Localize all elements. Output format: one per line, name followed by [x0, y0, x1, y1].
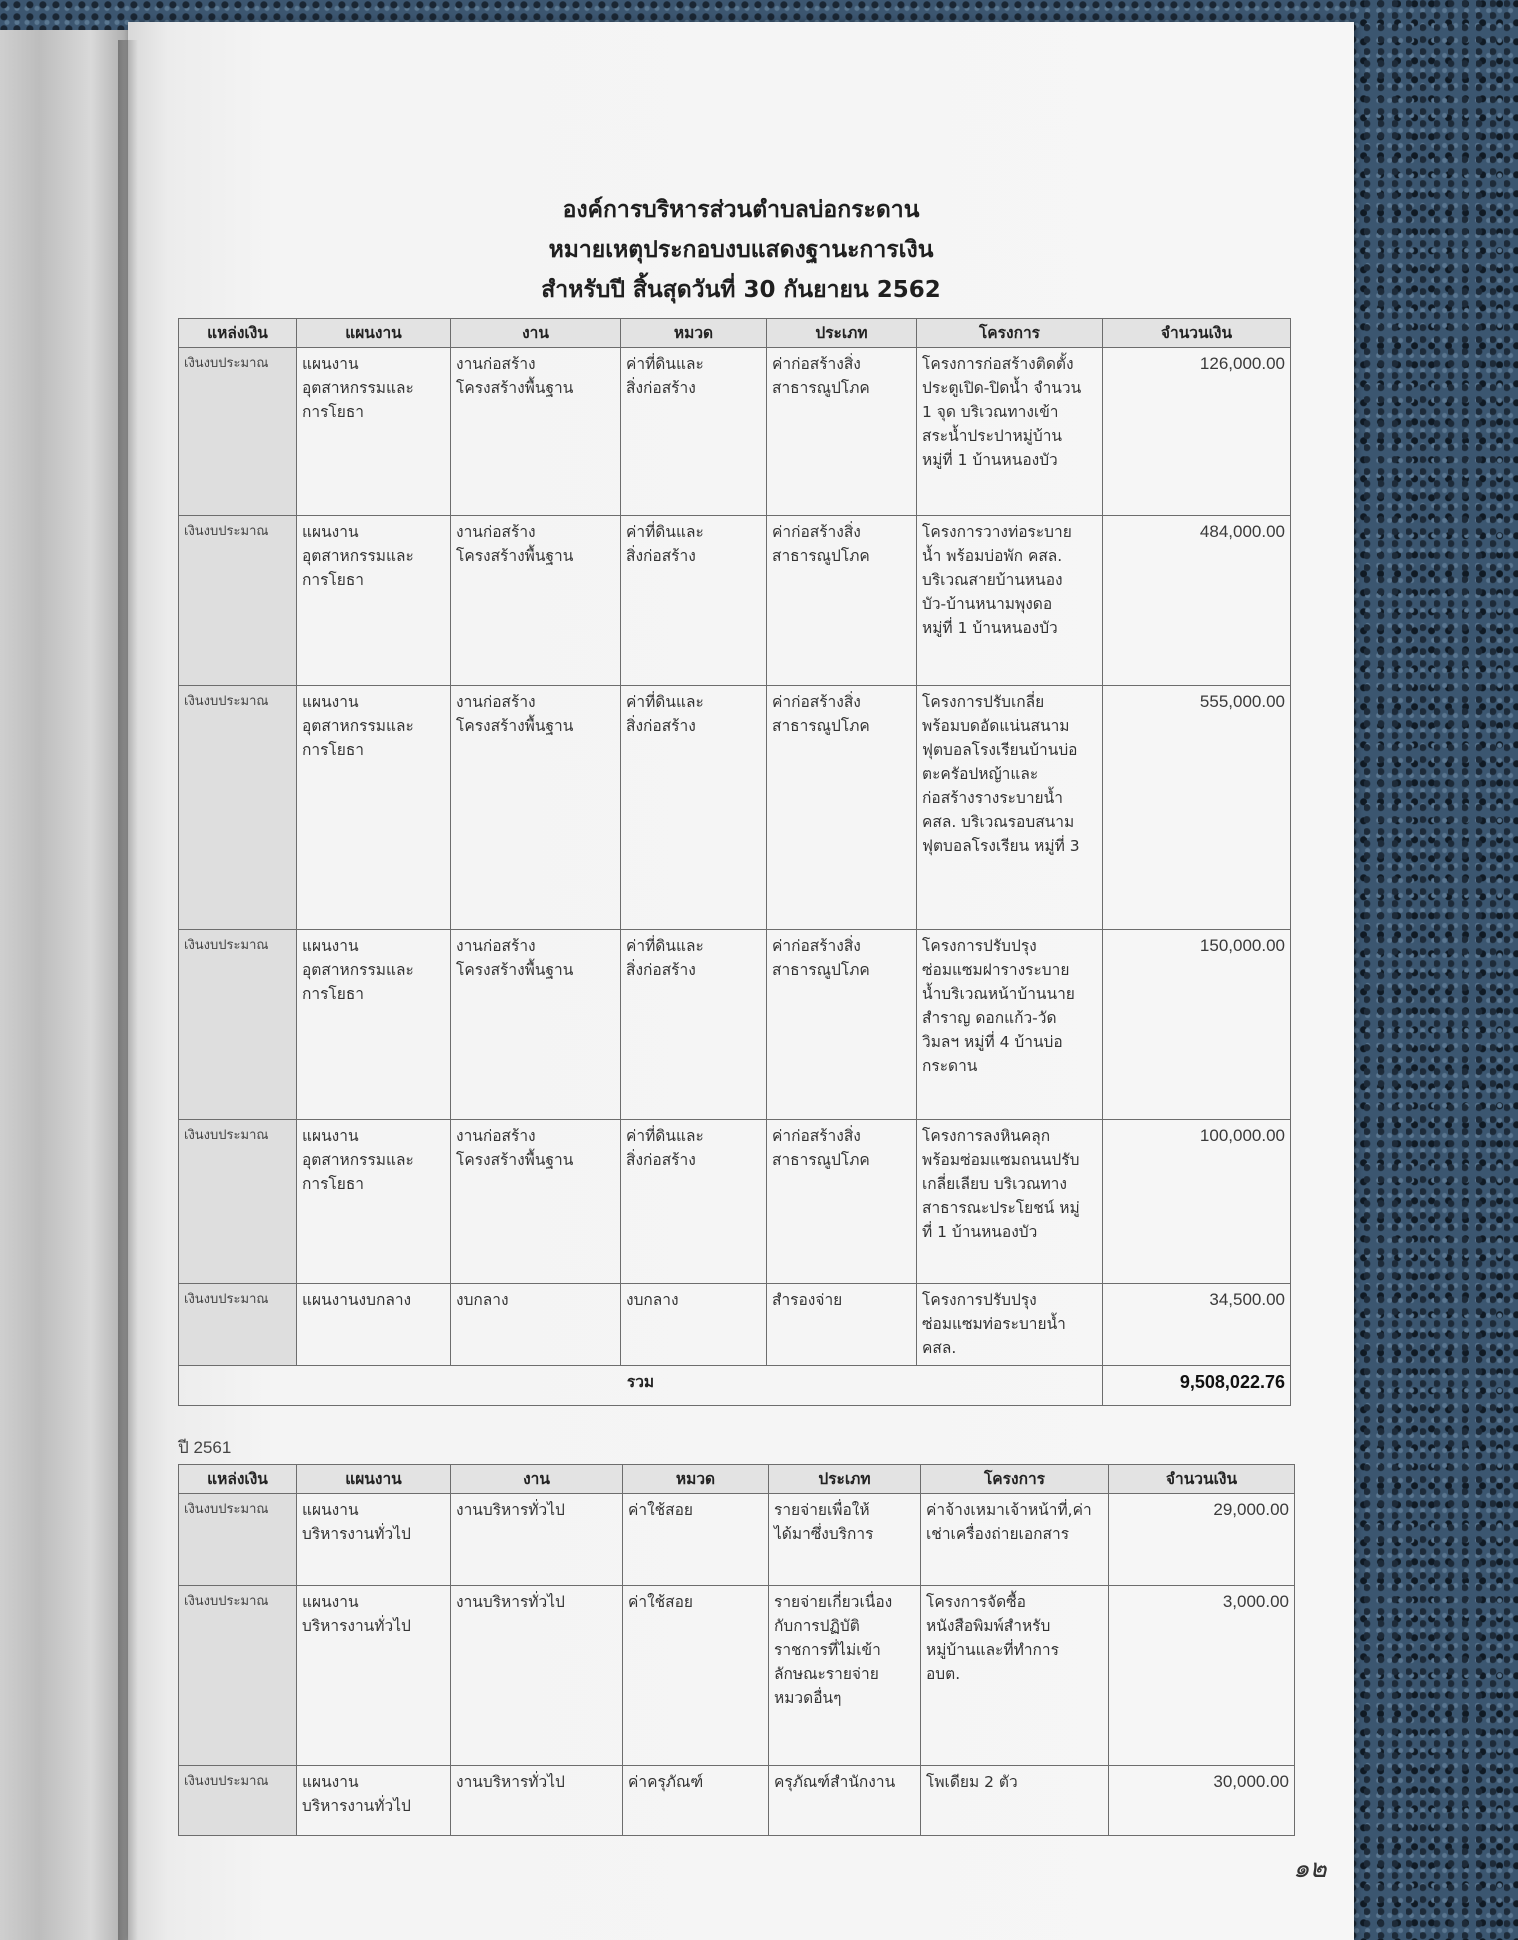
cell-type: ค่าก่อสร้างสิ่ง สาธารณูปโภค — [767, 348, 917, 516]
header-category: หมวด — [623, 1465, 769, 1494]
cell-amount: 126,000.00 — [1103, 348, 1291, 516]
cell-project: โครงการจัดซื้อ หนังสือพิมพ์สำหรับ หมู่บ้านและที่ทำการ อบต. — [921, 1586, 1109, 1766]
header-source: แหล่งเงิน — [179, 319, 297, 348]
cell-source: เงินงบประมาณ — [179, 686, 297, 930]
cell-source: เงินงบประมาณ — [179, 348, 297, 516]
cell-type: รายจ่ายเพื่อให้ ได้มาซึ่งบริการ — [769, 1494, 921, 1586]
cell-work: งบกลาง — [451, 1284, 621, 1366]
cell-plan: แผนงาน อุตสาหกรรมและ การโยธา — [297, 348, 451, 516]
doc-title: หมายเหตุประกอบงบแสดงฐานะการเงิน — [548, 237, 934, 263]
cell-amount: 30,000.00 — [1109, 1766, 1295, 1836]
cell-project: โครงการปรับปรุง ซ่อมแซมท่อระบายน้ำ คสล. — [917, 1284, 1103, 1366]
cell-amount: 100,000.00 — [1103, 1120, 1291, 1284]
book-left-page — [0, 30, 130, 1940]
header-amount: จำนวนเงิน — [1109, 1465, 1295, 1494]
header-project: โครงการ — [917, 319, 1103, 348]
background-texture — [1350, 0, 1518, 1940]
cell-plan: แผนงาน อุตสาหกรรมและ การโยธา — [297, 930, 451, 1120]
cell-work: งานบริหารทั่วไป — [451, 1494, 623, 1586]
header-work: งาน — [451, 1465, 623, 1494]
year-label: ปี 2561 — [178, 1438, 232, 1457]
table-row — [179, 686, 1291, 930]
header-category: หมวด — [621, 319, 767, 348]
cell-category: ค่าที่ดินและ สิ่งก่อสร้าง — [621, 1120, 767, 1284]
cell-source: เงินงบประมาณ — [179, 930, 297, 1120]
cell-project: โครงการลงหินคลุก พร้อมซ่อมแซมถนนปรับ เกลี่ยเลียบ บริเวณทาง สาธารณะประโยชน์ หมู่ ที่ 1 บ้านหนองบัว — [917, 1120, 1103, 1284]
doc-period: สำหรับปี สิ้นสุดวันที่ 30 กันยายน 2562 — [541, 277, 941, 303]
table-row — [179, 348, 1291, 516]
cell-source: เงินงบประมาณ — [179, 1120, 297, 1284]
cell-plan: แผนงาน บริหารงานทั่วไป — [297, 1494, 451, 1586]
cell-type: ครุภัณฑ์สำนักงาน — [769, 1766, 921, 1836]
table-row — [179, 1586, 1295, 1766]
header-plan: แผนงาน — [297, 319, 451, 348]
cell-work: งานบริหารทั่วไป — [451, 1586, 623, 1766]
cell-plan: แผนงาน อุตสาหกรรมและ การโยธา — [297, 1120, 451, 1284]
cell-work: งานก่อสร้าง โครงสร้างพื้นฐาน — [451, 516, 621, 686]
cell-project: โครงการปรับเกลี่ย พร้อมบดอัดแน่นสนาม ฟุตบอลโรงเรียนบ้านบ่อ ตะครัอปหญ้าและ ก่อสร้างรางระบายน้ำ คสล. บริเวณรอบสนาม ฟุตบอลโรงเรียน หมู่ที่ 3 — [917, 686, 1103, 930]
cell-plan: แผนงาน บริหารงานทั่วไป — [297, 1586, 451, 1766]
cell-plan: แผนงาน อุตสาหกรรมและ การโยธา — [297, 516, 451, 686]
cell-category: ค่าครุภัณฑ์ — [623, 1766, 769, 1836]
table-row — [179, 1766, 1295, 1836]
cell-source: เงินงบประมาณ — [179, 1494, 297, 1586]
cell-category: ค่าใช้สอย — [623, 1586, 769, 1766]
table-header-row — [179, 319, 1291, 348]
cell-amount: 555,000.00 — [1103, 686, 1291, 930]
cell-amount: 3,000.00 — [1109, 1586, 1295, 1766]
cell-category: ค่าที่ดินและ สิ่งก่อสร้าง — [621, 516, 767, 686]
budget-table-2562 — [178, 318, 1291, 1406]
cell-work: งานก่อสร้าง โครงสร้างพื้นฐาน — [451, 930, 621, 1120]
cell-amount: 29,000.00 — [1109, 1494, 1295, 1586]
header-project: โครงการ — [921, 1465, 1109, 1494]
cell-type: ค่าก่อสร้างสิ่ง สาธารณูปโภค — [767, 516, 917, 686]
budget-table-2561 — [178, 1464, 1295, 1836]
table-row — [179, 930, 1291, 1120]
cell-project: โครงการก่อสร้างติดตั้ง ประตูเปิด-ปิดน้ำ จำนวน 1 จุด บริเวณทางเข้า สระน้ำประปาหมู่บ้าน หมู่ที่ 1 บ้านหนองบัว — [917, 348, 1103, 516]
total-row — [179, 1366, 1291, 1406]
cell-type: สำรองจ่าย — [767, 1284, 917, 1366]
cell-amount: 484,000.00 — [1103, 516, 1291, 686]
cell-source: เงินงบประมาณ — [179, 1766, 297, 1836]
table-header-row — [179, 1465, 1295, 1494]
header-plan: แผนงาน — [297, 1465, 451, 1494]
cell-project: โครงการวางท่อระบาย น้ำ พร้อมบ่อพัก คสล. บริเวณสายบ้านหนอง บัว-บ้านหนามพุงดอ หมู่ที่ 1 บ้านหนองบัว — [917, 516, 1103, 686]
cell-plan: แผนงาน อุตสาหกรรมและ การโยธา — [297, 686, 451, 930]
total-label: รวม — [179, 1366, 1103, 1406]
header-type: ประเภท — [767, 319, 917, 348]
cell-type: ค่าก่อสร้างสิ่ง สาธารณูปโภค — [767, 930, 917, 1120]
spine-shadow — [118, 40, 138, 1940]
cell-plan: แผนงานงบกลาง — [297, 1284, 451, 1366]
cell-amount: 150,000.00 — [1103, 930, 1291, 1120]
cell-type: ค่าก่อสร้างสิ่ง สาธารณูปโภค — [767, 1120, 917, 1284]
table-row — [179, 1494, 1295, 1586]
cell-source: เงินงบประมาณ — [179, 1284, 297, 1366]
cell-category: งบกลาง — [621, 1284, 767, 1366]
org-title: องค์การบริหารส่วนตำบลบ่อกระดาน — [562, 197, 920, 223]
cell-project: โครงการปรับปรุง ซ่อมแซมฝารางระบาย น้ำบริเวณหน้าบ้านนาย สำราญ ดอกแก้ว-วัด วิมลฯ หมู่ที่ 4 บ้านบ่อ กระดาน — [917, 930, 1103, 1120]
header-amount: จำนวนเงิน — [1103, 319, 1291, 348]
page-number: ๑๒ — [1293, 1854, 1327, 1884]
table-row — [179, 516, 1291, 686]
table-row — [179, 1284, 1291, 1366]
header-type: ประเภท — [769, 1465, 921, 1494]
cell-type: ค่าก่อสร้างสิ่ง สาธารณูปโภค — [767, 686, 917, 930]
header-work: งาน — [451, 319, 621, 348]
cell-amount: 34,500.00 — [1103, 1284, 1291, 1366]
cell-type: รายจ่ายเกี่ยวเนื่อง กับการปฏิบัติ ราชการที่ไม่เข้า ลักษณะรายจ่าย หมวดอื่นๆ — [769, 1586, 921, 1766]
document-page — [128, 22, 1354, 1940]
cell-source: เงินงบประมาณ — [179, 1586, 297, 1766]
cell-category: ค่าใช้สอย — [623, 1494, 769, 1586]
cell-source: เงินงบประมาณ — [179, 516, 297, 686]
cell-work: งานก่อสร้าง โครงสร้างพื้นฐาน — [451, 1120, 621, 1284]
cell-plan: แผนงาน บริหารงานทั่วไป — [297, 1766, 451, 1836]
cell-work: งานก่อสร้าง โครงสร้างพื้นฐาน — [451, 686, 621, 930]
cell-category: ค่าที่ดินและ สิ่งก่อสร้าง — [621, 930, 767, 1120]
cell-category: ค่าที่ดินและ สิ่งก่อสร้าง — [621, 348, 767, 516]
cell-project: โพเดียม 2 ตัว — [921, 1766, 1109, 1836]
header-source: แหล่งเงิน — [179, 1465, 297, 1494]
cell-work: งานก่อสร้าง โครงสร้างพื้นฐาน — [451, 348, 621, 516]
cell-project: ค่าจ้างเหมาเจ้าหน้าที่,ค่า เช่าเครื่องถ่ายเอกสาร — [921, 1494, 1109, 1586]
total-amount: 9,508,022.76 — [1103, 1366, 1291, 1406]
cell-category: ค่าที่ดินและ สิ่งก่อสร้าง — [621, 686, 767, 930]
cell-work: งานบริหารทั่วไป — [451, 1766, 623, 1836]
table-row — [179, 1120, 1291, 1284]
